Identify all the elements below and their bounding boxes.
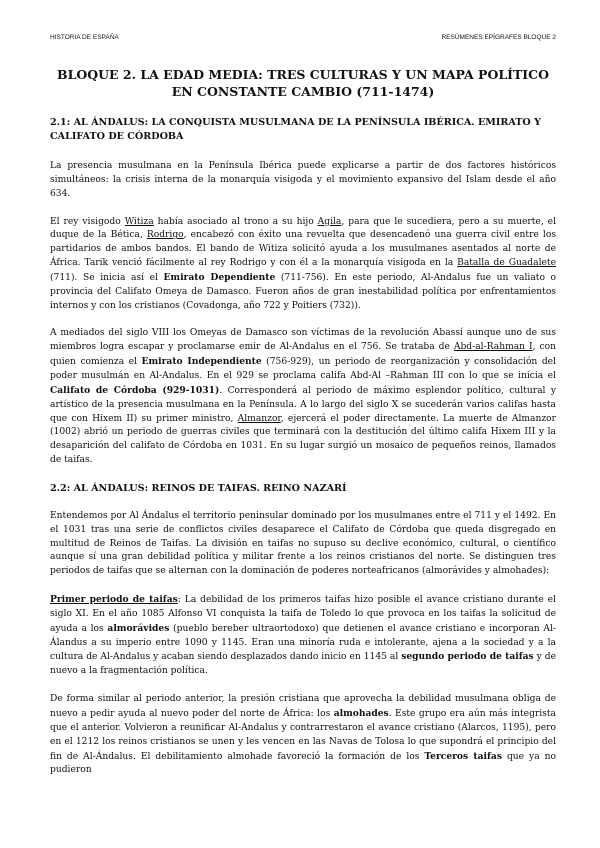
text-run: (711-756). En este periodo, Al-Andalus fue un valiato o provincia del Califato Omeya de Damasco. Fueron años de gran inestabilidad política por enfrentamientos internos y con los cristianos (Covadonga, año 722 y Poitiers (732)). xyxy=(50,272,556,311)
link-agila[interactable]: Agila xyxy=(317,216,342,227)
text-run: A mediados del siglo VIII los Omeyas de Damasco son víctimas de la revolución Abassí aunque uno de sus miembros logra escapar y proclamarse emir de Al-Andalus en el 756. Se trataba de xyxy=(50,328,556,353)
link-batalla-guadalete[interactable]: Batalla de Guadalete xyxy=(457,258,556,269)
section-1-paragraph-3 xyxy=(50,327,556,467)
link-abd-al-rahman[interactable]: Abd-al-Rahman I xyxy=(453,342,533,353)
section-2-paragraph-1: Entendemos por Al Ándalus el territorio peninsular dominado por los musulmanes entre el 711 y el 1492. En el 1031 tras una serie de conflictos civiles desaparece el Califato de Córdoba que queda disgregado en multitud de Reinos de Taifas. La división en taifas no supuso su declive económico, cultural, o científico aunque sí una gran debilidad política y militar frente a los reinos cristianos del norte. Se distinguen tres periodos de taifas que se alternan con la dominación de poderes norteafricanos (almorávides y almohades): xyxy=(50,510,556,577)
text-run: El rey visigodo xyxy=(50,216,125,227)
title-line-1: BLOQUE 2. LA EDAD MEDIA: TRES CULTURAS Y UN MAPA POLÍTICO xyxy=(57,67,549,82)
text-run: , para que le sucediera, pero a su muerte, el duque de la Bética, xyxy=(50,216,557,241)
text-run: . Este grupo era aún más integrista que el anterior. Volvieron a reunificar Al-Andalus y contrarrestaron el avance cristiano (Alarcos, 1195), pero en el 1212 los reinos cristianos se unen y les vencen en las Navas de Tolosa lo que supondrá el principio del fin de Al-Ándalus. El debilitamiento almohade favoreció la formación de los xyxy=(50,709,556,762)
section-1-heading: 2.1: AL ÁNDALUS: LA CONQUISTA MUSULMANA DE LA PENÍNSULA IBÉRICA. EMIRATO Y CALIFATO DE CÓRDOBA xyxy=(50,117,541,142)
section-2-heading: 2.2: AL ÁNDALUS: REINOS DE TAIFAS. REINO NAZARÍ xyxy=(50,482,347,494)
text-run: , encabezó con éxito una revuelta que desencadenó una guerra civil entre los partidarios de ambos bandos. El bando de Witiza solicitó ayuda a los musulmanes asentados al norte de África. Tarik venció fácilmente al rey Rodrigo y con él a la monarquía visigoda en la xyxy=(50,230,556,269)
term-almohades: almohades xyxy=(333,708,389,719)
section-1-paragraph-1: La presencia musulmana en la Península Ibérica puede explicarse a partir de dos factores históricos simultáneos: la crisis interna de la monarquía visigoda y el movimiento expansivo del Islam desde el año 634. xyxy=(50,161,556,199)
text-run: , ejercerá el poder directamente. La muerte de Almanzor (1002) abrió un periodo de guerras civiles que terminará con la destitución del último califa Hixem III y la desaparición del califato de Córdoba en 1031. En su lugar surgió un mosaico de pequeños reinos, llamados de taifas. xyxy=(50,413,556,466)
title-line-2: EN CONSTANTE CAMBIO (711-1474) xyxy=(171,84,435,99)
term-emirato-independiente: Emirato Independiente xyxy=(141,356,262,368)
text-run: : La debilidad de los primeros taifas hizo posible el avance cristiano durante el siglo XI. En el año 1085 Alfonso VI conquista la taifa de Toledo lo que provoca en los taifas la solicitud de ayuda a los xyxy=(50,595,556,634)
document-body xyxy=(50,66,556,778)
text-run: De forma similar al periodo anterior, la presión cristiana que aprovecha la debilidad musulmana obliga de nuevo a pedir ayuda al nuevo poder del norte de África: los xyxy=(50,694,556,719)
term-primer-periodo: Primer periodo de taifas xyxy=(50,594,178,606)
link-rodrigo[interactable]: Rodrigo xyxy=(146,230,184,241)
term-segundo-periodo: segundo periodo de taifas xyxy=(401,651,534,663)
link-almanzor[interactable]: Almanzor xyxy=(237,413,281,424)
page-title xyxy=(50,66,556,100)
term-califato-cordoba: Califato de Córdoba (929-1031) xyxy=(50,384,220,396)
header-left: HISTORIA DE ESPAÑA xyxy=(50,34,119,41)
section-2-paragraph-2 xyxy=(50,593,556,679)
text-run: y de nuevo a la fragmentación política. xyxy=(50,652,556,677)
section-1-paragraph-2 xyxy=(50,216,556,314)
text-run: . Corresponderá al periodo de máximo esplendor político, cultural y artístico de la presencia musulmana en la Península. A lo largo del siglo X se sucederán varios califas hasta que con Hixem II) su primer ministro, xyxy=(50,385,557,424)
term-terceros-taifas: Terceros taifas xyxy=(424,750,502,762)
term-emirato-dependiente: Emirato Dependiente xyxy=(163,271,276,283)
term-almoravides: almorávides xyxy=(107,622,170,634)
text-run: (pueblo bereber ultraortodoxo) que detienen el avance cristiano e incorporan Al-Álandus a su imperio entre 1090 y 1145. Eran una minoría ruda e intolerante, ajena a la sociedad y a la cultura de Al-Andalus y acaban siendo desplazados dando inicio en 1145 al xyxy=(50,623,556,663)
page-header xyxy=(50,34,556,46)
header-right: RESÚMENES EPÍGRAFES BLOQUE 2 xyxy=(441,34,556,41)
text-run: (711). Se inicia así el xyxy=(50,272,164,283)
link-witiza[interactable]: Witiza xyxy=(124,216,154,227)
text-run: , con quien comienza el xyxy=(50,342,556,368)
section-2-paragraph-3 xyxy=(50,693,556,778)
text-run: que ya no pudieron xyxy=(50,751,556,776)
text-run: había asociado al trono a su hijo xyxy=(153,216,318,227)
text-run: (756-929), un periodo de reorganización y consolidación del poder musulmán en Al-Andalus. En el 929 se proclama califa Abd-Al –Rahman III con lo que se inicia el xyxy=(50,357,556,381)
